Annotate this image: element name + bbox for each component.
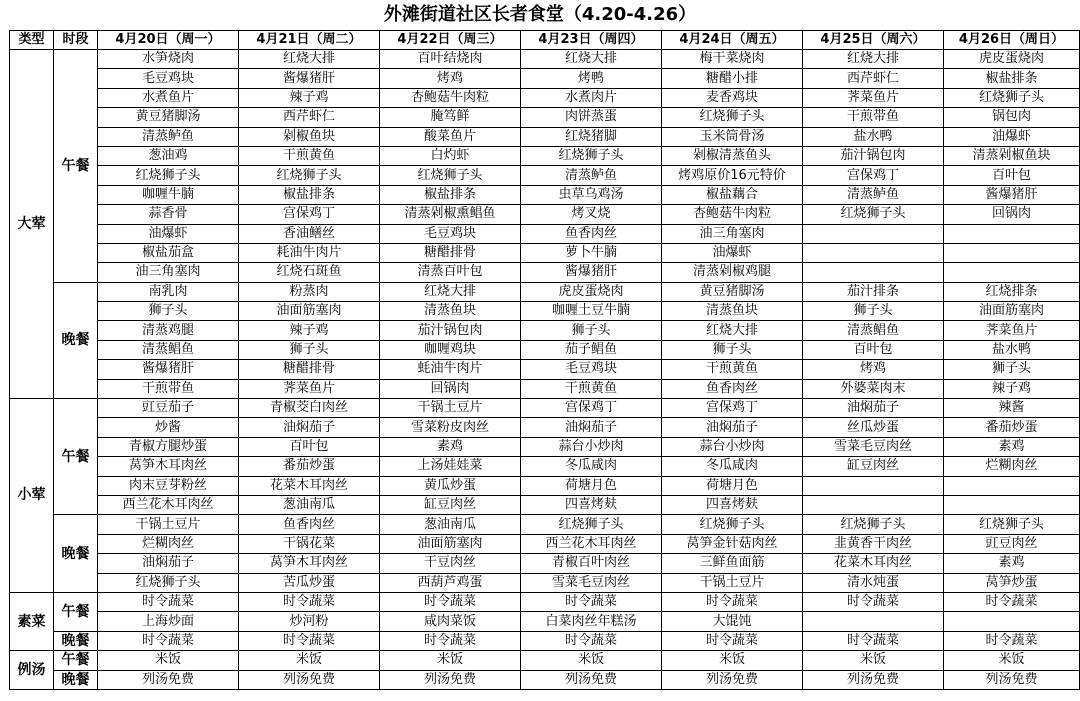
dish-cell: 时令蔬菜 — [662, 631, 803, 650]
dish-cell: 干豆肉丝 — [380, 554, 521, 573]
table-row — [10, 282, 1080, 301]
dish-cell — [944, 612, 1080, 631]
dish-cell: 西葫芦鸡蛋 — [380, 573, 521, 592]
dish-cell: 杏鲍菇牛肉粒 — [662, 205, 803, 224]
dish-cell: 红烧猪脚 — [521, 127, 662, 146]
dish-cell: 锅包肉 — [944, 108, 1080, 127]
dish-cell — [803, 495, 944, 514]
dish-cell: 米饭 — [98, 651, 239, 670]
category-cell: 小荤 — [10, 399, 54, 593]
dish-cell: 红烧狮子头 — [521, 515, 662, 534]
dish-cell: 西芹虾仁 — [803, 69, 944, 88]
table-row — [10, 612, 1080, 631]
dish-cell: 剁椒清蒸鱼头 — [662, 146, 803, 165]
dish-cell: 盐水鸭 — [803, 127, 944, 146]
dish-cell: 红烧狮子头 — [803, 515, 944, 534]
table-row — [10, 379, 1080, 398]
dish-cell: 米饭 — [239, 651, 380, 670]
dish-cell: 油面筋塞肉 — [944, 302, 1080, 321]
meal-period-cell: 晚餐 — [54, 515, 98, 593]
dish-cell: 椒盐排条 — [944, 69, 1080, 88]
dish-cell: 油面筋塞肉 — [380, 534, 521, 553]
dish-cell: 米饭 — [662, 651, 803, 670]
dish-cell: 虎皮蛋烧肉 — [521, 282, 662, 301]
dish-cell: 干煎带鱼 — [803, 108, 944, 127]
dish-cell: 白菜肉丝年糕汤 — [521, 612, 662, 631]
dish-cell — [944, 495, 1080, 514]
dish-cell: 麦香鸡块 — [662, 88, 803, 107]
dish-cell: 黄豆猪脚汤 — [662, 282, 803, 301]
dish-cell: 豇豆肉丝 — [944, 534, 1080, 553]
dish-cell: 咸肉菜饭 — [380, 612, 521, 631]
table-header — [10, 31, 1080, 50]
dish-cell: 干锅土豆片 — [98, 515, 239, 534]
dish-cell: 列汤免费 — [944, 670, 1080, 689]
dish-cell: 花菜木耳肉丝 — [803, 554, 944, 573]
dish-cell: 蚝油牛肉片 — [380, 360, 521, 379]
dish-cell: 红烧排条 — [944, 282, 1080, 301]
dish-cell: 油爆虾 — [944, 127, 1080, 146]
table-row — [10, 495, 1080, 514]
table-row — [10, 146, 1080, 165]
dish-cell: 番茄炒蛋 — [944, 418, 1080, 437]
dish-cell: 糖醋排骨 — [239, 360, 380, 379]
dish-cell: 西兰花木耳肉丝 — [98, 495, 239, 514]
dish-cell: 清蒸鸡腿 — [98, 321, 239, 340]
dish-cell: 百叶包 — [803, 340, 944, 359]
dish-cell: 水煮肉片 — [521, 88, 662, 107]
dish-cell: 列汤免费 — [239, 670, 380, 689]
dish-cell — [803, 243, 944, 262]
table-row — [10, 69, 1080, 88]
table-row — [10, 457, 1080, 476]
dish-cell: 水笋烧肉 — [98, 50, 239, 69]
table-row — [10, 243, 1080, 262]
dish-cell: 番茄炒蛋 — [239, 457, 380, 476]
dish-cell: 干煎黄鱼 — [662, 360, 803, 379]
dish-cell: 黄瓜炒蛋 — [380, 476, 521, 495]
dish-cell: 干锅花菜 — [239, 534, 380, 553]
dish-cell: 萝卜牛腩 — [521, 243, 662, 262]
dish-cell: 时令蔬菜 — [239, 631, 380, 650]
dish-cell: 时令蔬菜 — [380, 592, 521, 611]
dish-cell: 清水炖蛋 — [803, 573, 944, 592]
dish-cell: 干煎带鱼 — [98, 379, 239, 398]
table-row — [10, 205, 1080, 224]
dish-cell: 米饭 — [803, 651, 944, 670]
dish-cell: 荷塘月色 — [662, 476, 803, 495]
dish-cell: 茄子鲳鱼 — [521, 340, 662, 359]
dish-cell: 时令蔬菜 — [239, 592, 380, 611]
dish-cell: 椒盐藕合 — [662, 185, 803, 204]
dish-cell: 清蒸鲈鱼 — [98, 127, 239, 146]
dish-cell: 荷塘月色 — [521, 476, 662, 495]
dish-cell: 干锅土豆片 — [662, 573, 803, 592]
dish-cell: 红烧狮子头 — [944, 88, 1080, 107]
dish-cell: 清蒸百叶包 — [380, 263, 521, 282]
dish-cell: 干煎黄鱼 — [521, 379, 662, 398]
dish-cell: 冬瓜咸肉 — [662, 457, 803, 476]
dish-cell — [803, 263, 944, 282]
dish-cell: 茄汁锅包肉 — [380, 321, 521, 340]
dish-cell: 茄汁排条 — [803, 282, 944, 301]
dish-cell: 红烧狮子头 — [662, 515, 803, 534]
dish-cell: 糖醋排骨 — [380, 243, 521, 262]
dish-cell: 油焖茄子 — [521, 418, 662, 437]
dish-cell: 油焖茄子 — [662, 418, 803, 437]
dish-cell: 荠菜鱼片 — [803, 88, 944, 107]
table-row — [10, 670, 1080, 689]
dish-cell: 上海炒面 — [98, 612, 239, 631]
table-row — [10, 166, 1080, 185]
column-header: 时段 — [54, 31, 98, 50]
dish-cell: 腌笃鲜 — [380, 108, 521, 127]
dish-cell: 烂糊肉丝 — [98, 534, 239, 553]
dish-cell: 百叶包 — [239, 437, 380, 456]
dish-cell: 水煮鱼片 — [98, 88, 239, 107]
dish-cell: 炒酱 — [98, 418, 239, 437]
dish-cell: 虫草乌鸡汤 — [521, 185, 662, 204]
dish-cell: 鱼香肉丝 — [662, 379, 803, 398]
dish-cell: 酱爆猪肝 — [239, 69, 380, 88]
dish-cell: 辣子鸡 — [239, 321, 380, 340]
dish-cell: 时令蔬菜 — [662, 592, 803, 611]
dish-cell: 米饭 — [521, 651, 662, 670]
dish-cell: 梅干菜烧肉 — [662, 50, 803, 69]
table-row — [10, 88, 1080, 107]
dish-cell: 莴笋金针菇肉丝 — [662, 534, 803, 553]
dish-cell: 清蒸剁椒熏鲳鱼 — [380, 205, 521, 224]
dish-cell: 蒜台小炒肉 — [662, 437, 803, 456]
table-row — [10, 399, 1080, 418]
dish-cell: 酸菜鱼片 — [380, 127, 521, 146]
dish-cell: 烤鸡 — [803, 360, 944, 379]
dish-cell: 西兰花木耳肉丝 — [521, 534, 662, 553]
dish-cell: 红烧大排 — [662, 321, 803, 340]
dish-cell: 辣子鸡 — [239, 88, 380, 107]
column-header: 4月23日（周四） — [521, 31, 662, 50]
dish-cell: 缸豆肉丝 — [380, 495, 521, 514]
dish-cell: 时令蔬菜 — [944, 631, 1080, 650]
dish-cell: 红烧狮子头 — [662, 108, 803, 127]
dish-cell: 辣酱 — [944, 399, 1080, 418]
dish-cell: 辣子鸡 — [944, 379, 1080, 398]
dish-cell: 缸豆肉丝 — [803, 457, 944, 476]
dish-cell: 玉米筒骨汤 — [662, 127, 803, 146]
dish-cell — [944, 476, 1080, 495]
dish-cell: 列汤免费 — [662, 670, 803, 689]
dish-cell: 狮子头 — [944, 360, 1080, 379]
dish-cell: 红烧大排 — [380, 282, 521, 301]
dish-cell — [944, 243, 1080, 262]
dish-cell: 虎皮蛋烧肉 — [944, 50, 1080, 69]
table-row — [10, 340, 1080, 359]
dish-cell: 冬瓜咸肉 — [521, 457, 662, 476]
table-row — [10, 651, 1080, 670]
dish-cell: 剁椒鱼块 — [239, 127, 380, 146]
dish-cell: 时令蔬菜 — [521, 592, 662, 611]
dish-cell: 百叶结烧肉 — [380, 50, 521, 69]
dish-cell: 宫保鸡丁 — [521, 399, 662, 418]
dish-cell: 油三角塞肉 — [98, 263, 239, 282]
table-row — [10, 437, 1080, 456]
table-row — [10, 573, 1080, 592]
dish-cell: 清蒸剁椒鸡腿 — [662, 263, 803, 282]
dish-cell: 烤叉烧 — [521, 205, 662, 224]
dish-cell: 宫保鸡丁 — [662, 399, 803, 418]
meal-period-cell: 晚餐 — [54, 282, 98, 398]
dish-cell: 红烧石斑鱼 — [239, 263, 380, 282]
dish-cell: 外婆菜肉末 — [803, 379, 944, 398]
dish-cell: 丝瓜炒蛋 — [803, 418, 944, 437]
dish-cell: 莴笋木耳肉丝 — [98, 457, 239, 476]
dish-cell: 莴笋炒蛋 — [944, 573, 1080, 592]
menu-table — [9, 30, 1080, 690]
dish-cell: 回锅肉 — [944, 205, 1080, 224]
dish-cell: 米饭 — [380, 651, 521, 670]
dish-cell: 时令蔬菜 — [944, 592, 1080, 611]
dish-cell: 烤鸡原价16元特价 — [662, 166, 803, 185]
dish-cell: 青椒茭白肉丝 — [239, 399, 380, 418]
dish-cell: 咖喱鸡块 — [380, 340, 521, 359]
dish-cell: 雪菜毛豆肉丝 — [803, 437, 944, 456]
dish-cell: 回锅肉 — [380, 379, 521, 398]
dish-cell: 素鸡 — [380, 437, 521, 456]
category-cell: 大荤 — [10, 50, 54, 399]
dish-cell: 香油鳝丝 — [239, 224, 380, 243]
dish-cell: 肉饼蒸蛋 — [521, 108, 662, 127]
dish-cell: 肉末豆芽粉丝 — [98, 476, 239, 495]
dish-cell: 米饭 — [944, 651, 1080, 670]
dish-cell: 油焖茄子 — [239, 418, 380, 437]
table-row — [10, 263, 1080, 282]
dish-cell: 红烧狮子头 — [803, 205, 944, 224]
dish-cell: 狮子头 — [521, 321, 662, 340]
dish-cell: 炒河粉 — [239, 612, 380, 631]
dish-cell: 狮子头 — [98, 302, 239, 321]
dish-cell: 油面筋塞肉 — [239, 302, 380, 321]
dish-cell: 粉蒸肉 — [239, 282, 380, 301]
column-header: 4月26日（周日） — [944, 31, 1080, 50]
table-row — [10, 631, 1080, 650]
dish-cell: 红烧狮子头 — [239, 166, 380, 185]
dish-cell: 油爆虾 — [98, 224, 239, 243]
dish-cell: 蒜台小炒肉 — [521, 437, 662, 456]
dish-cell: 大馄饨 — [662, 612, 803, 631]
dish-cell: 狮子头 — [662, 340, 803, 359]
dish-cell: 红烧狮子头 — [380, 166, 521, 185]
dish-cell: 时令蔬菜 — [803, 592, 944, 611]
dish-cell: 时令蔬菜 — [98, 631, 239, 650]
dish-cell — [803, 612, 944, 631]
dish-cell: 杏鲍菇牛肉粒 — [380, 88, 521, 107]
dish-cell: 咖喱土豆牛腩 — [521, 302, 662, 321]
dish-cell: 西芹虾仁 — [239, 108, 380, 127]
dish-cell: 清蒸鱼块 — [380, 302, 521, 321]
dish-cell: 烂糊肉丝 — [944, 457, 1080, 476]
dish-cell: 四喜烤麸 — [662, 495, 803, 514]
table-row — [10, 224, 1080, 243]
dish-cell: 盐水鸭 — [944, 340, 1080, 359]
dish-cell: 青椒百叶肉丝 — [521, 554, 662, 573]
table-row — [10, 321, 1080, 340]
dish-cell: 苦瓜炒蛋 — [239, 573, 380, 592]
column-header: 4月24日（周五） — [662, 31, 803, 50]
dish-cell: 百叶包 — [944, 166, 1080, 185]
dish-cell: 列汤免费 — [380, 670, 521, 689]
dish-cell: 青椒方腿炒蛋 — [98, 437, 239, 456]
dish-cell: 酱爆猪肝 — [521, 263, 662, 282]
dish-cell: 宫保鸡丁 — [803, 166, 944, 185]
dish-cell: 白灼虾 — [380, 146, 521, 165]
table-row — [10, 534, 1080, 553]
dish-cell: 清蒸鲈鱼 — [521, 166, 662, 185]
dish-cell: 糖醋小排 — [662, 69, 803, 88]
dish-cell: 时令蔬菜 — [380, 631, 521, 650]
table-row — [10, 127, 1080, 146]
dish-cell: 茄汁锅包肉 — [803, 146, 944, 165]
dish-cell: 列汤免费 — [98, 670, 239, 689]
dish-cell: 清蒸鲳鱼 — [98, 340, 239, 359]
dish-cell: 时令蔬菜 — [98, 592, 239, 611]
table-row — [10, 515, 1080, 534]
dish-cell: 荠菜鱼片 — [944, 321, 1080, 340]
dish-cell: 列汤免费 — [803, 670, 944, 689]
dish-cell — [803, 476, 944, 495]
dish-cell: 毛豆鸡块 — [380, 224, 521, 243]
dish-cell: 油爆虾 — [662, 243, 803, 262]
column-header: 4月25日（周六） — [803, 31, 944, 50]
dish-cell: 韭黄香干肉丝 — [803, 534, 944, 553]
dish-cell: 雪菜毛豆肉丝 — [521, 573, 662, 592]
column-header: 4月22日（周三） — [380, 31, 521, 50]
dish-cell: 红烧大排 — [803, 50, 944, 69]
dish-cell: 荠菜鱼片 — [239, 379, 380, 398]
dish-cell: 狮子头 — [803, 302, 944, 321]
column-header: 类型 — [10, 31, 54, 50]
column-header: 4月20日（周一） — [98, 31, 239, 50]
dish-cell: 上汤娃娃菜 — [380, 457, 521, 476]
meal-period-cell: 午餐 — [54, 399, 98, 515]
dish-cell — [944, 224, 1080, 243]
dish-cell: 烤鸡 — [380, 69, 521, 88]
dish-cell: 清蒸鲈鱼 — [803, 185, 944, 204]
dish-cell: 酱爆猪肝 — [944, 185, 1080, 204]
table-row — [10, 360, 1080, 379]
dish-cell: 毛豆鸡块 — [98, 69, 239, 88]
dish-cell: 清蒸剁椒鱼块 — [944, 146, 1080, 165]
table-row — [10, 50, 1080, 69]
dish-cell: 南乳肉 — [98, 282, 239, 301]
dish-cell — [944, 263, 1080, 282]
dish-cell: 耗油牛肉片 — [239, 243, 380, 262]
meal-period-cell: 午餐 — [54, 592, 98, 631]
dish-cell: 油焖茄子 — [803, 399, 944, 418]
dish-cell: 油焖茄子 — [98, 554, 239, 573]
dish-cell — [803, 224, 944, 243]
dish-cell: 三鲜鱼面筋 — [662, 554, 803, 573]
dish-cell: 红烧狮子头 — [98, 166, 239, 185]
dish-cell: 清蒸鱼块 — [662, 302, 803, 321]
dish-cell: 椒盐排条 — [239, 185, 380, 204]
dish-cell: 时令蔬菜 — [521, 631, 662, 650]
table-row — [10, 302, 1080, 321]
table-row — [10, 185, 1080, 204]
dish-cell: 时令蔬菜 — [803, 631, 944, 650]
meal-period-cell: 午餐 — [54, 50, 98, 283]
category-cell: 例汤 — [10, 651, 54, 690]
meal-period-cell: 晚餐 — [54, 670, 98, 689]
dish-cell: 油三角塞肉 — [662, 224, 803, 243]
dish-cell: 红烧狮子头 — [521, 146, 662, 165]
page-title: 外滩街道社区长者食堂（4.20-4.26） — [383, 4, 697, 25]
dish-cell: 咖喱牛腩 — [98, 185, 239, 204]
table-row — [10, 554, 1080, 573]
table-row — [10, 108, 1080, 127]
dish-cell: 红烧大排 — [239, 50, 380, 69]
dish-cell: 黄豆猪脚汤 — [98, 108, 239, 127]
dish-cell: 素鸡 — [944, 554, 1080, 573]
dish-cell: 鱼香肉丝 — [239, 515, 380, 534]
dish-cell: 狮子头 — [239, 340, 380, 359]
dish-cell: 素鸡 — [944, 437, 1080, 456]
dish-cell: 列汤免费 — [521, 670, 662, 689]
table-row — [10, 592, 1080, 611]
dish-cell: 干锅土豆片 — [380, 399, 521, 418]
meal-period-cell: 午餐 — [54, 651, 98, 670]
dish-cell: 宫保鸡丁 — [239, 205, 380, 224]
dish-cell: 椒盐排条 — [380, 185, 521, 204]
dish-cell: 豇豆茄子 — [98, 399, 239, 418]
dish-cell: 蒜香骨 — [98, 205, 239, 224]
dish-cell: 葱油南瓜 — [380, 515, 521, 534]
dish-cell: 四喜烤麸 — [521, 495, 662, 514]
dish-cell: 酱爆猪肝 — [98, 360, 239, 379]
dish-cell: 雪菜粉皮肉丝 — [380, 418, 521, 437]
dish-cell: 莴笋木耳肉丝 — [239, 554, 380, 573]
category-cell: 素菜 — [10, 592, 54, 650]
dish-cell: 鱼香肉丝 — [521, 224, 662, 243]
dish-cell: 花菜木耳肉丝 — [239, 476, 380, 495]
dish-cell: 毛豆鸡块 — [521, 360, 662, 379]
dish-cell: 干煎黄鱼 — [239, 146, 380, 165]
dish-cell: 清蒸鲳鱼 — [803, 321, 944, 340]
dish-cell: 烤鸭 — [521, 69, 662, 88]
table-row — [10, 418, 1080, 437]
meal-period-cell: 晚餐 — [54, 631, 98, 650]
dish-cell: 椒盐茄盒 — [98, 243, 239, 262]
column-header: 4月21日（周二） — [239, 31, 380, 50]
dish-cell: 红烧狮子头 — [944, 515, 1080, 534]
dish-cell: 红烧大排 — [521, 50, 662, 69]
table-row — [10, 476, 1080, 495]
table-body — [10, 50, 1080, 690]
dish-cell: 葱油南瓜 — [239, 495, 380, 514]
dish-cell: 葱油鸡 — [98, 146, 239, 165]
dish-cell: 红烧狮子头 — [98, 573, 239, 592]
